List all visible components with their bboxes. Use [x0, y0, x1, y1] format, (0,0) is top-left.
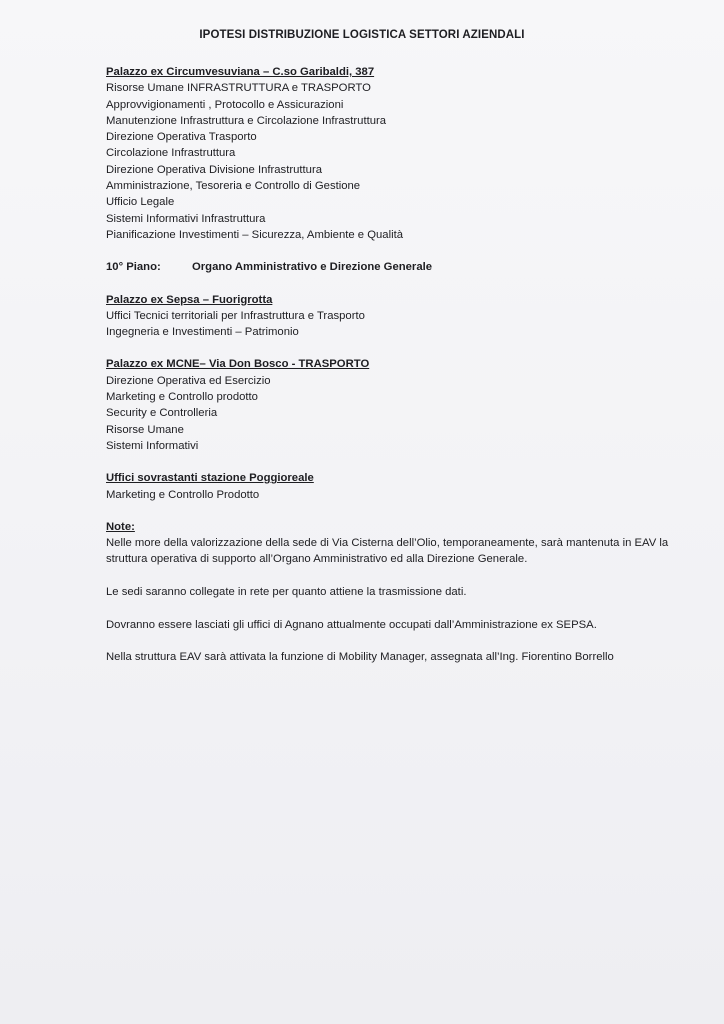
list-item: Manutenzione Infrastruttura e Circolazione Infrastruttura: [106, 114, 387, 127]
section-heading: Uffici sovrastanti stazione Poggioreale: [106, 472, 314, 485]
list-item: Marketing e Controllo Prodotto: [106, 488, 260, 501]
list-item: Ingegneria e Investimenti – Patrimonio: [106, 326, 299, 339]
list-item: Direzione Operativa ed Esercizio: [106, 374, 271, 387]
list-item: Direzione Operativa Trasporto: [106, 131, 257, 144]
notes-paragraph: Nelle more della valorizzazione della sede di Via Cisterna dell’Olio, temporaneamente, sarà mantenuta in EAV la struttura operativa di supporto all’Organo Amministrativo ed alla Direzione Generale.: [106, 537, 669, 566]
section-mcne: [106, 356, 696, 454]
notes-paragraph: Nella struttura EAV sarà attivata la funzione di Mobility Manager, assegnata all’Ing. Fiorentino Borrello: [106, 651, 614, 664]
notes-section: [106, 519, 696, 666]
list-item: Amministrazione, Tesoreria e Controllo di Gestione: [106, 180, 361, 193]
list-item: Risorse Umane INFRASTRUTTURA e TRASPORTO: [106, 82, 371, 95]
section-sepsa: [106, 292, 696, 341]
section-heading: Palazzo ex MCNE– Via Don Bosco - TRASPORTO: [106, 358, 370, 371]
notes-paragraph: Le sedi saranno collegate in rete per quanto attiene la trasmissione dati.: [106, 586, 467, 599]
document-title: IPOTESI DISTRIBUZIONE LOGISTICA SETTORI AZIENDALI: [199, 29, 525, 41]
section-heading: Palazzo ex Sepsa – Fuorigrotta: [106, 293, 273, 306]
notes-paragraph: Dovranno essere lasciati gli uffici di Agnano attualmente occupati dall’Amministrazione ex SEPSA.: [106, 618, 597, 631]
list-item: Sistemi Informativi: [106, 439, 199, 452]
list-item: Sistemi Informativi Infrastruttura: [106, 212, 266, 225]
floor-value: Organo Amministrativo e Direzione Generale: [192, 261, 433, 274]
floor-label: 10° Piano:: [106, 261, 161, 274]
list-item: Circolazione Infrastruttura: [106, 147, 236, 160]
list-item: Risorse Umane: [106, 423, 184, 436]
section-heading: Palazzo ex Circumvesuviana – C.so Garibaldi, 387: [106, 66, 375, 78]
floor-row: [106, 259, 696, 275]
section-circumvesuviana: [106, 64, 696, 243]
list-item: Ufficio Legale: [106, 196, 175, 209]
list-item: Security e Controlleria: [106, 407, 218, 420]
list-item: Direzione Operativa Divisione Infrastruttura: [106, 163, 322, 176]
document-body: [106, 64, 696, 682]
list-item: Pianificazione Investimenti – Sicurezza, Ambiente e Qualità: [106, 228, 404, 241]
list-item: Marketing e Controllo prodotto: [106, 391, 258, 404]
list-item: Uffici Tecnici territoriali per Infrastruttura e Trasporto: [106, 309, 365, 322]
section-poggioreale: [106, 470, 696, 503]
list-item: Approvvigionamenti , Protocollo e Assicurazioni: [106, 98, 344, 111]
notes-heading: Note:: [106, 520, 135, 533]
